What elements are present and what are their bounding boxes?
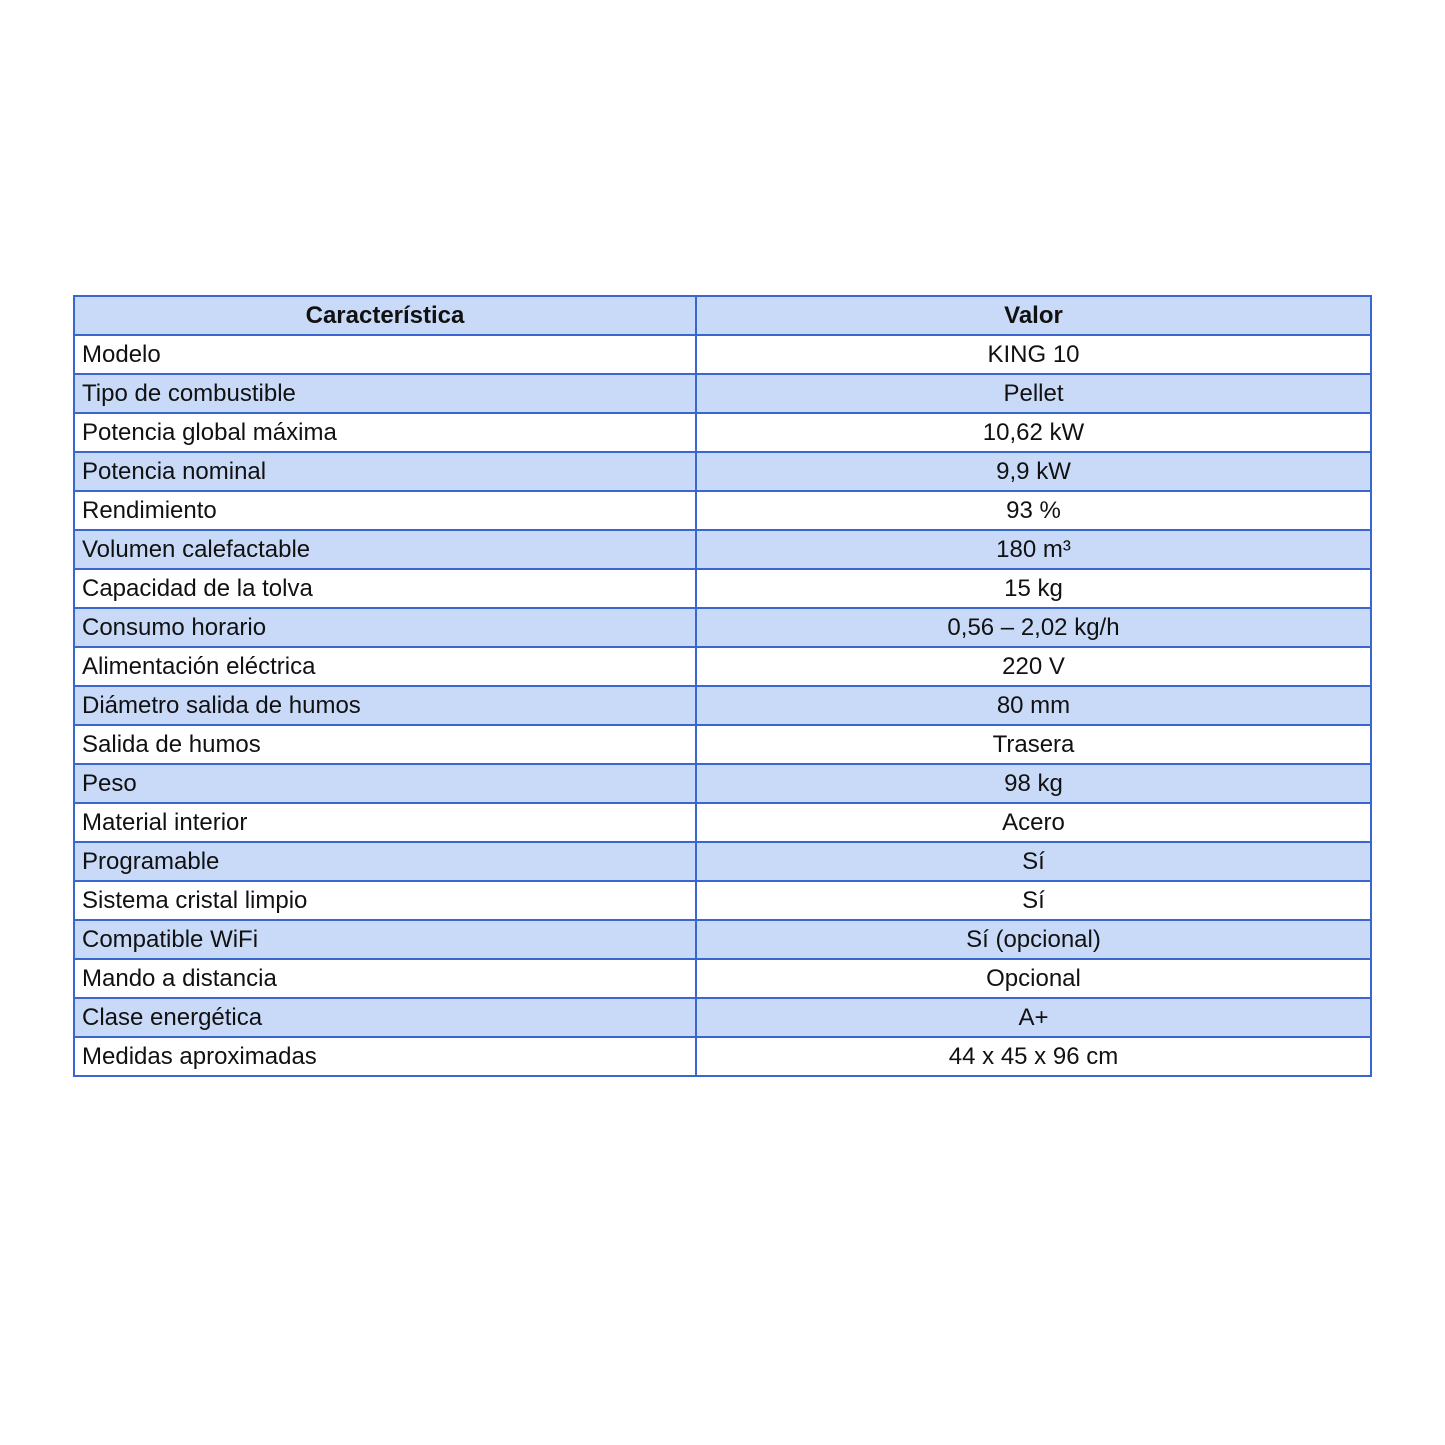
table-row xyxy=(74,1037,1371,1076)
feature-cell: Potencia nominal xyxy=(74,452,696,491)
value-cell: 44 x 45 x 96 cm xyxy=(696,1037,1371,1076)
value-cell: Sí xyxy=(696,842,1371,881)
value-cell: 93 % xyxy=(696,491,1371,530)
table-row xyxy=(74,725,1371,764)
value-cell: 10,62 kW xyxy=(696,413,1371,452)
feature-cell: Tipo de combustible xyxy=(74,374,696,413)
table-row xyxy=(74,881,1371,920)
feature-cell: Sistema cristal limpio xyxy=(74,881,696,920)
value-cell: KING 10 xyxy=(696,335,1371,374)
feature-cell: Mando a distancia xyxy=(74,959,696,998)
value-cell: Sí xyxy=(696,881,1371,920)
table-row xyxy=(74,764,1371,803)
feature-cell: Modelo xyxy=(74,335,696,374)
feature-cell: Consumo horario xyxy=(74,608,696,647)
value-cell: 80 mm xyxy=(696,686,1371,725)
table-row xyxy=(74,530,1371,569)
column-header-feature: Característica xyxy=(74,296,696,335)
feature-cell: Diámetro salida de humos xyxy=(74,686,696,725)
table-row xyxy=(74,686,1371,725)
feature-cell: Potencia global máxima xyxy=(74,413,696,452)
feature-cell: Capacidad de la tolva xyxy=(74,569,696,608)
table-row xyxy=(74,413,1371,452)
value-cell: Pellet xyxy=(696,374,1371,413)
table-row xyxy=(74,452,1371,491)
value-cell: 180 m³ xyxy=(696,530,1371,569)
table-row xyxy=(74,374,1371,413)
feature-cell: Compatible WiFi xyxy=(74,920,696,959)
feature-cell: Peso xyxy=(74,764,696,803)
feature-cell: Programable xyxy=(74,842,696,881)
column-header-value: Valor xyxy=(696,296,1371,335)
table-row xyxy=(74,491,1371,530)
table-row xyxy=(74,647,1371,686)
value-cell: Opcional xyxy=(696,959,1371,998)
feature-cell: Material interior xyxy=(74,803,696,842)
value-cell: 15 kg xyxy=(696,569,1371,608)
table-row xyxy=(74,569,1371,608)
value-cell: Acero xyxy=(696,803,1371,842)
value-cell: Sí (opcional) xyxy=(696,920,1371,959)
feature-cell: Alimentación eléctrica xyxy=(74,647,696,686)
table-row xyxy=(74,842,1371,881)
value-cell: 220 V xyxy=(696,647,1371,686)
table-row xyxy=(74,959,1371,998)
value-cell: A+ xyxy=(696,998,1371,1037)
feature-cell: Salida de humos xyxy=(74,725,696,764)
table-row xyxy=(74,998,1371,1037)
table-row xyxy=(74,335,1371,374)
value-cell: Trasera xyxy=(696,725,1371,764)
feature-cell: Volumen calefactable xyxy=(74,530,696,569)
value-cell: 0,56 – 2,02 kg/h xyxy=(696,608,1371,647)
feature-cell: Clase energética xyxy=(74,998,696,1037)
table-header-row xyxy=(74,296,1371,335)
feature-cell: Medidas aproximadas xyxy=(74,1037,696,1076)
value-cell: 98 kg xyxy=(696,764,1371,803)
table-row xyxy=(74,803,1371,842)
spec-table xyxy=(73,295,1372,1077)
table-row xyxy=(74,920,1371,959)
table-row xyxy=(74,608,1371,647)
value-cell: 9,9 kW xyxy=(696,452,1371,491)
feature-cell: Rendimiento xyxy=(74,491,696,530)
